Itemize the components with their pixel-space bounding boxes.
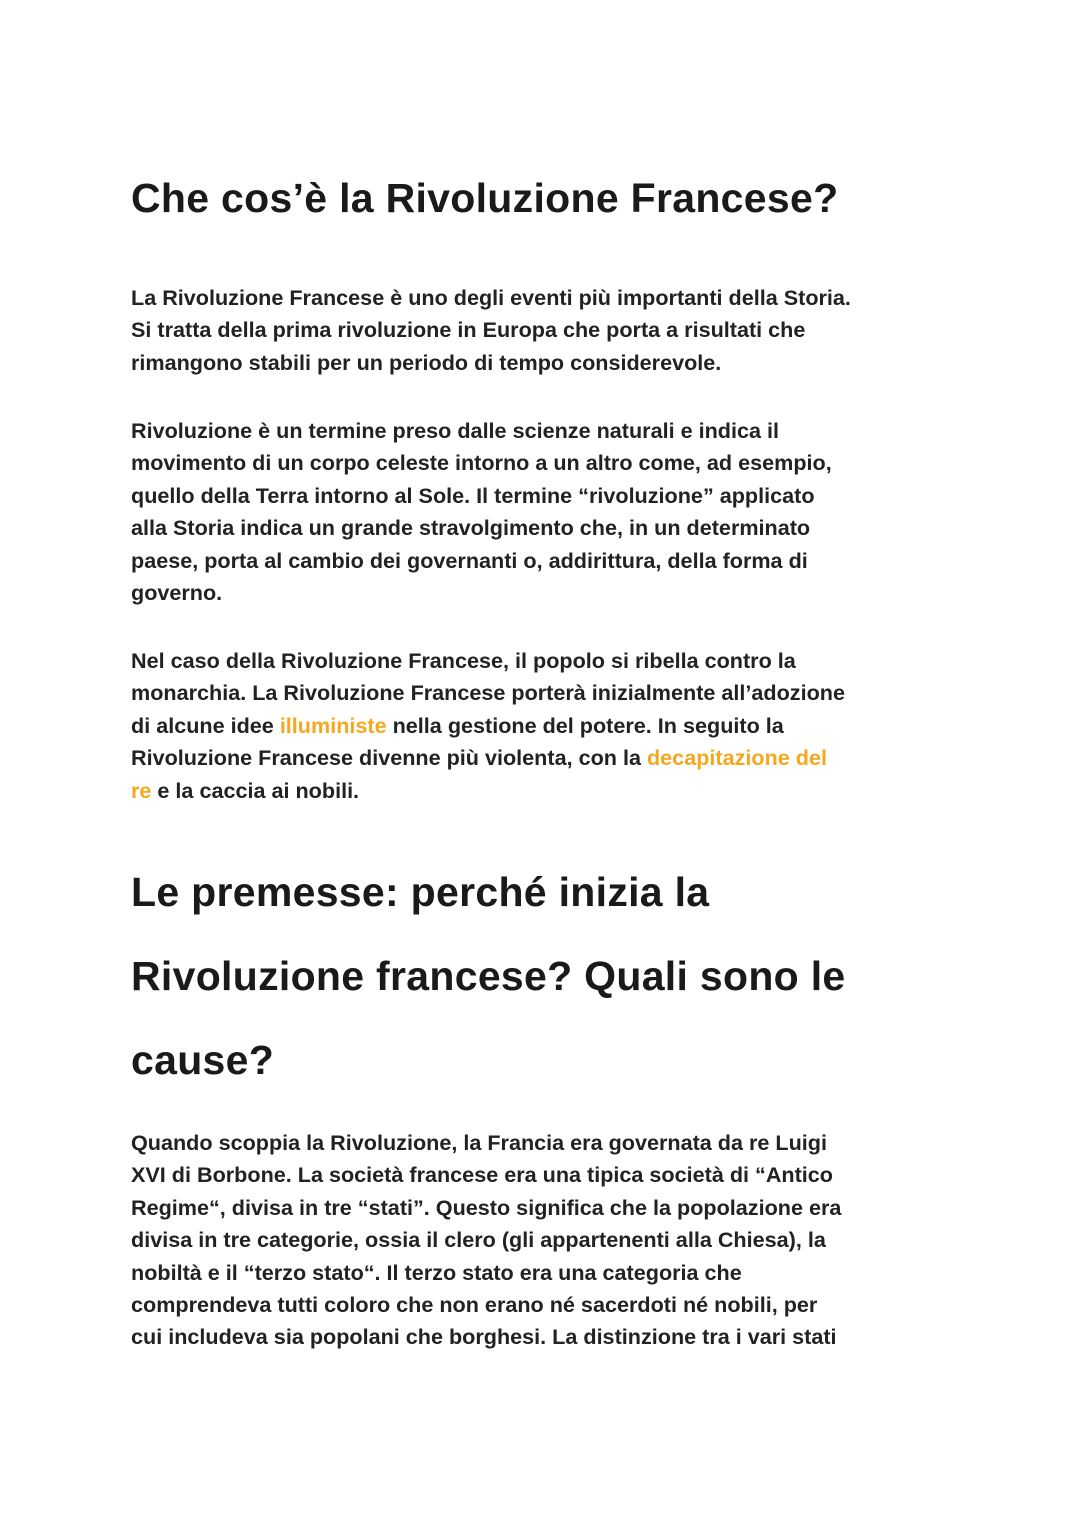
paragraph-monarchy	[131, 645, 845, 807]
paragraph-line	[131, 775, 845, 807]
link-illuministe[interactable]: illuministe	[279, 712, 387, 738]
text-run: Rivoluzione Francese divenne più violenta, con la	[131, 745, 647, 771]
paragraph-ancien-regime	[131, 1127, 841, 1354]
text-run: nella gestione del potere. In seguito la	[386, 712, 784, 738]
paragraph-line: comprendeva tutti coloro che non erano né sacerdoti né nobili, per	[131, 1292, 818, 1318]
paragraph-line: governo.	[131, 580, 223, 606]
paragraph-line: Si tratta della prima rivoluzione in Europa che porta a risultati che	[131, 317, 806, 343]
paragraph-line: divisa in tre categorie, ossia il clero (gli appartenenti alla Chiesa), la	[131, 1227, 826, 1253]
paragraph-line: cui includeva sia popolani che borghesi. La distinzione tra i vari stati	[131, 1324, 837, 1350]
paragraph-line	[131, 742, 845, 774]
paragraph-line: monarchia. La Rivoluzione Francese porterà inizialmente all’adozione	[131, 680, 845, 706]
text-run: e la caccia ai nobili.	[151, 777, 360, 803]
paragraph-line: nobiltà e il “terzo stato“. Il terzo stato era una categoria che	[131, 1259, 742, 1285]
paragraph-line: quello della Terra intorno al Sole. Il termine “rivoluzione” applicato	[131, 482, 815, 508]
paragraph-line: rimangono stabili per un periodo di tempo considerevole.	[131, 349, 722, 375]
link-decapitazione-del-re[interactable]: decapitazione del	[646, 745, 827, 771]
paragraph-line: alla Storia indica un grande stravolgimento che, in un determinato	[131, 515, 811, 541]
paragraph-definition	[131, 415, 832, 609]
paragraph-line: XVI di Borbone. La società francese era una tipica società di “Antico	[131, 1162, 833, 1188]
link-decapitazione-del-re-continued[interactable]: re	[131, 777, 152, 803]
text-run: di alcune idee	[131, 712, 280, 738]
paragraph-line: Nel caso della Rivoluzione Francese, il popolo si ribella contro la	[131, 648, 796, 673]
heading-premises-causes: Le premesse: perché inizia la Rivoluzione francese? Quali sono le cause?	[131, 869, 846, 1083]
paragraph-line: Rivoluzione è un termine preso dalle scienze naturali e indica il	[131, 418, 779, 443]
paragraph-line: La Rivoluzione Francese è uno degli eventi più importanti della Storia.	[131, 285, 851, 310]
heading-what-is-revolution: Che cos’è la Rivoluzione Francese?	[131, 175, 839, 221]
paragraph-line: movimento di un corpo celeste intorno a un altro come, ad esempio,	[131, 450, 832, 476]
paragraph-line: Regime“, divisa in tre “stati”. Questo significa che la popolazione era	[131, 1194, 842, 1220]
paragraph-line: paese, porta al cambio dei governanti o, addirittura, della forma di	[131, 547, 808, 573]
paragraph-intro	[131, 282, 851, 379]
paragraph-line	[131, 710, 845, 742]
paragraph-line: Quando scoppia la Rivoluzione, la Francia era governata da re Luigi	[131, 1130, 827, 1155]
